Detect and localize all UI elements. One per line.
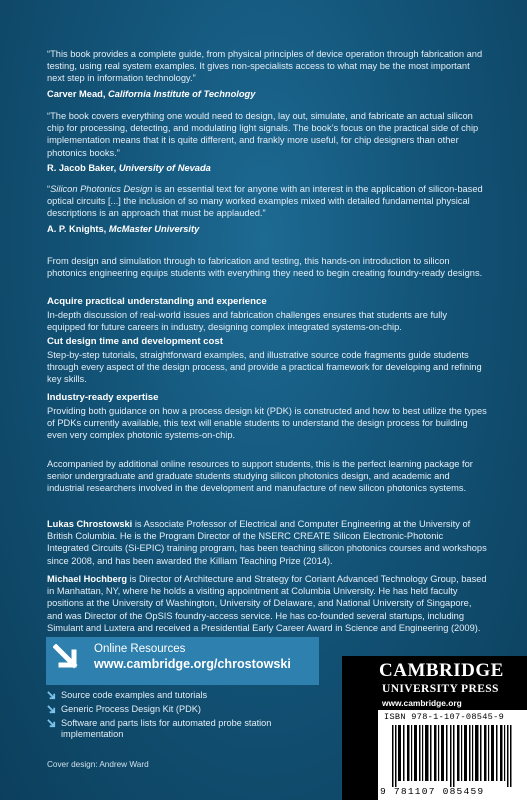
author-bio-text: is Associate Professor of Electrical and Computer Engineering at the University of British Columbia. He is the Program Director of the NSERC CREATE Silicon Electronic-Photonic Integrated Circuits (Si-EPIC) training program, has been teaching silicon photonics courses and workshops since 2008, and has been awarded the Killiam Teaching Prize (2014). bbox=[47, 519, 487, 566]
feature-text: Step-by-step tutorials, straightforward examples, and illustrative source code fragments guide students through every aspect of the design process, and provide a practical framework for developing and refining key skills. bbox=[47, 350, 482, 385]
quote-author: Carver Mead bbox=[47, 88, 103, 99]
author-bio-1 bbox=[47, 518, 487, 567]
quote-3 bbox=[47, 183, 487, 235]
author-bio-2 bbox=[47, 573, 487, 634]
feature-heading: Industry-ready expertise bbox=[47, 392, 159, 403]
quote-text: “Silicon Photonics Design is an essential text for anyone with an interest in the application of silicon-based optical circuits [...] the inclusion of so many worked examples mixed with detailed fundamental physical descriptions is an approach that must be applauded.” bbox=[47, 184, 483, 219]
quote-affiliation: California Institute of Technology bbox=[107, 88, 256, 99]
list-item: Source code examples and tutorials bbox=[47, 690, 327, 701]
quote-affiliation: University of Nevada bbox=[118, 162, 211, 173]
online-resources-list bbox=[47, 690, 327, 743]
feature-1 bbox=[47, 296, 487, 333]
quote-attribution: R. Jacob Baker, University of Nevada bbox=[47, 162, 211, 173]
book-title: Silicon Photonics Design bbox=[50, 184, 153, 194]
quote-text: “This book provides a complete guide, from physical principles of device operation through fabrication and testing, using real system examples. It gives non-specialists access to what may be the most important next step in information technology.” bbox=[47, 49, 483, 84]
quote-1 bbox=[47, 48, 487, 100]
publisher-logo-name: CAMBRIDGE bbox=[379, 660, 504, 681]
online-resources-title: Online Resources bbox=[94, 643, 186, 655]
arrow-bullet-icon bbox=[47, 691, 56, 700]
quote-affiliation: McMaster University bbox=[108, 223, 200, 234]
quote-attribution: A. P. Knights, McMaster University bbox=[47, 223, 200, 234]
publisher-url: www.cambridge.org bbox=[382, 698, 462, 708]
author-bio-text: is Director of Architecture and Strategy for Coriant Advanced Technology Group, based in Manhattan, NY, where he holds a visiting appointment at Columbia University. He has held faculty positions at the University of Washington, University of Delaware, and National University of Singapore, and was Director of the OpSIS foundry-access service. He has co-founded several startups, including Simulant and Luxtera and received a Presidential Early Career Award in Science and Engineering (2009). bbox=[47, 574, 487, 633]
feature-text: In-depth discussion of real-world issues and fabrication challenges ensures that students are fully equipped for future careers in industry, designing complex integrated systems-on-chip. bbox=[47, 310, 447, 333]
publisher-logo-press: UNIVERSITY PRESS bbox=[382, 683, 499, 695]
arrow-bullet-icon bbox=[47, 719, 56, 728]
publisher-box bbox=[342, 656, 527, 800]
quote-attribution: Carver Mead, California Institute of Technology bbox=[47, 88, 256, 99]
intro-paragraph: From design and simulation through to fabrication and testing, this hands-on introduction to silicon photonics engineering equips students with everything they need to begin creating foundry-ready designs. bbox=[47, 256, 483, 279]
feature-2 bbox=[47, 336, 487, 386]
quote-author: A. P. Knights bbox=[47, 223, 104, 234]
cover-design-credit: Cover design: Andrew Ward bbox=[47, 760, 149, 769]
quote-text: “The book covers everything one would need to design, lay out, simulate, and fabricate an actual silicon chip for processing, detecting, and modulating light signals. The book’s focus on the practical side of chip implementation means that it is quite different, and frankly more useful, for chip designers than other photonics books.” bbox=[47, 111, 479, 158]
feature-heading: Cut design time and development cost bbox=[47, 336, 223, 347]
author-name: Lukas Chrostowski bbox=[47, 519, 133, 529]
online-resources-box bbox=[46, 637, 319, 685]
feature-text: Providing both guidance on how a process design kit (PDK) is constructed and how to best utilize the types of PDKs currently available, this text will enable students to understand the design process for building even very complex photonic systems-on-chip. bbox=[47, 406, 487, 441]
feature-3 bbox=[47, 392, 487, 442]
author-name: Michael Hochberg bbox=[47, 574, 128, 584]
barcode bbox=[378, 710, 527, 800]
quote-2 bbox=[47, 110, 487, 174]
barcode-bars bbox=[384, 725, 522, 787]
online-resources-url[interactable]: www.cambridge.org/chrostowski bbox=[94, 657, 291, 671]
list-item: Software and parts lists for automated probe station implementation bbox=[47, 718, 327, 740]
barcode-digits: 9 781107 085459 bbox=[380, 786, 485, 797]
isbn: ISBN 978-1-107-08545-9 bbox=[384, 712, 505, 722]
feature-heading: Acquire practical understanding and experience bbox=[47, 296, 267, 307]
list-item: Generic Process Design Kit (PDK) bbox=[47, 704, 327, 715]
quote-author: R. Jacob Baker bbox=[47, 162, 114, 173]
summary-paragraph: Accompanied by additional online resources to support students, this is the perfect learning package for senior undergraduate and graduate students studying silicon photonics design, and academic and industrial researchers involved in the development and manufacture of new silicon photonics systems. bbox=[47, 459, 473, 494]
arrow-bullet-icon bbox=[47, 705, 56, 714]
arrow-down-right-icon bbox=[53, 644, 79, 670]
